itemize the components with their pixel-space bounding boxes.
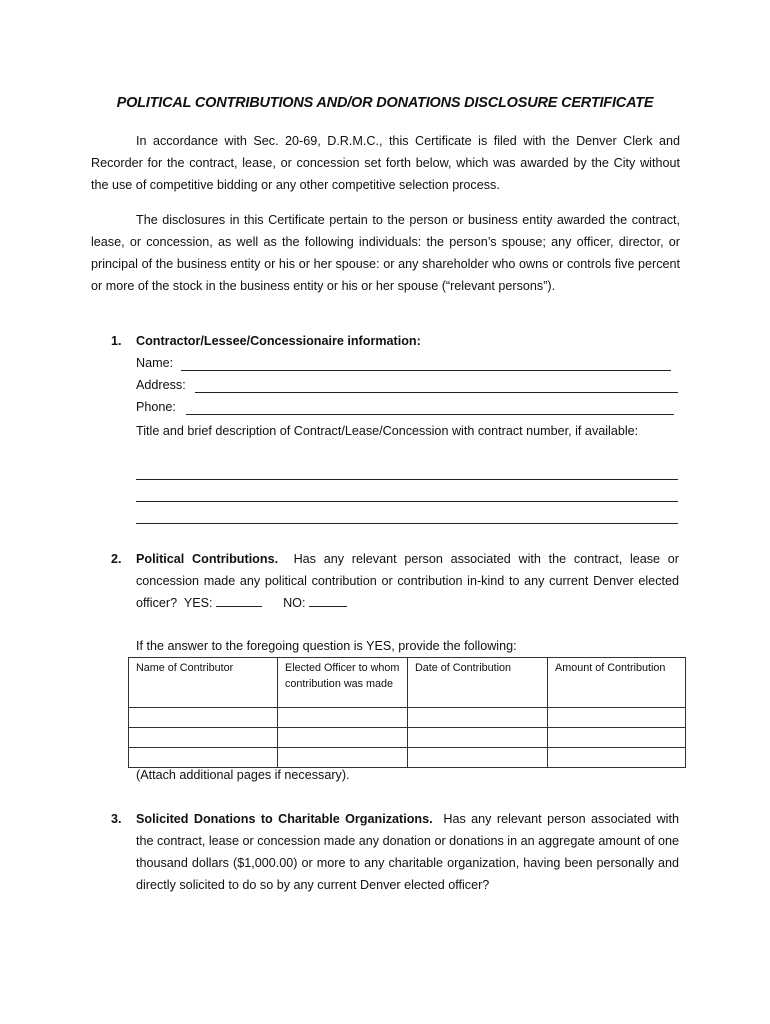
section-3-number: 3. [111, 812, 122, 826]
description-label: Title and brief description of Contract/Lease/Concession with contract number, if available: [136, 424, 639, 438]
section-1-heading: Contractor/Lessee/Concessionaire information: [136, 334, 421, 348]
table-header-row [129, 658, 686, 708]
section-3-text [136, 808, 679, 896]
intro-paragraph-2-text: The disclosures in this Certificate pertain to the person or business entity awarded the contract, lease, or concession, as well as the following individuals: the person’s spouse; any officer, director, or principal of the business entity or his or her spouse: or any shareholder who owns or controls five percent or more of the stock in the business entity or his or her spouse (“relevant persons”). [91, 213, 680, 293]
header-elected-officer: Elected Officer to whom contribution was made [278, 658, 408, 708]
table-cell[interactable] [408, 708, 548, 728]
table-row [129, 708, 686, 728]
table-cell[interactable] [408, 748, 548, 768]
header-name-of-contributor: Name of Contributor [129, 658, 278, 708]
address-label: Address: [136, 378, 186, 392]
address-field[interactable] [195, 392, 678, 393]
intro-paragraph-1 [91, 130, 680, 196]
document-title: POLITICAL CONTRIBUTIONS AND/OR DONATIONS DISCLOSURE CERTIFICATE [116, 95, 654, 111]
attach-note: (Attach additional pages if necessary). [136, 768, 350, 782]
section-2-question: Has any relevant person associated with the contract, lease or concession made any political contribution or contribution in-kind to any current Denver elected officer? [136, 552, 679, 610]
table-cell[interactable] [548, 748, 686, 768]
section-2-heading: Political Contributions. [136, 552, 279, 566]
section-2-text [136, 548, 679, 614]
followup-text: If the answer to the foregoing question is YES, provide the following: [136, 639, 517, 653]
intro-paragraph-1-text: In accordance with Sec. 20-69, D.R.M.C., this Certificate is filed with the Denver Clerk and Recorder for the contract, lease, or concession set forth below, which was awarded by the City without the use of competitive bidding or any other competitive selection process. [91, 134, 680, 192]
table-row [129, 728, 686, 748]
table-cell[interactable] [278, 708, 408, 728]
section-3-heading: Solicited Donations to Charitable Organizations. [136, 812, 433, 826]
header-amount-of-contribution: Amount of Contribution [548, 658, 686, 708]
table-row [129, 748, 686, 768]
yes-field[interactable] [216, 594, 262, 607]
contributions-table [128, 657, 686, 768]
section-2-number: 2. [111, 552, 122, 566]
header-date-of-contribution: Date of Contribution [408, 658, 548, 708]
name-label: Name: [136, 356, 174, 370]
no-field[interactable] [309, 594, 347, 607]
phone-label: Phone: [136, 400, 176, 414]
section-3-question: Has any relevant person associated with the contract, lease or concession made any donation or donations in an aggregate amount of one thousand dollars ($1,000.00) or more to any charitable organization, having been personally and directly solicited to do so by any current Denver elected officer? [136, 812, 679, 892]
table-cell[interactable] [278, 728, 408, 748]
table-cell[interactable] [408, 728, 548, 748]
description-line-2[interactable] [136, 501, 678, 502]
table-cell[interactable] [548, 728, 686, 748]
table-cell[interactable] [278, 748, 408, 768]
phone-field[interactable] [186, 414, 674, 415]
table-cell[interactable] [129, 708, 278, 728]
intro-paragraph-2 [91, 209, 680, 297]
table-cell[interactable] [548, 708, 686, 728]
table-cell[interactable] [129, 748, 278, 768]
description-line-3[interactable] [136, 523, 678, 524]
description-line-1[interactable] [136, 479, 678, 480]
section-1-number: 1. [111, 334, 122, 348]
name-field[interactable] [181, 370, 671, 371]
yes-label: YES: [183, 596, 213, 610]
table-cell[interactable] [129, 728, 278, 748]
no-label: NO: [283, 596, 306, 610]
